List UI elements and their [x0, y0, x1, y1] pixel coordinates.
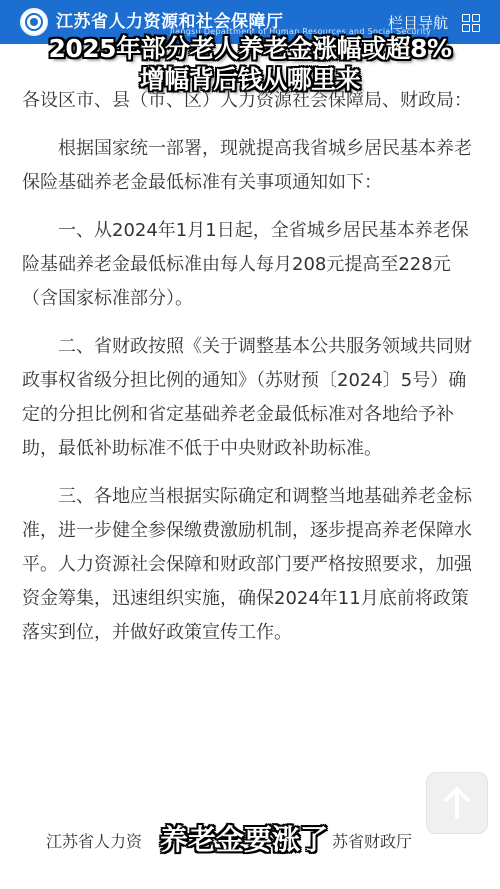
item-1-paragraph: 一、从2024年1月1日起，全省城乡居民基本养老保险基础养老金最低标准由每人每月208元提高至228元（含国家标准部分）。: [22, 220, 469, 309]
site-title[interactable]: 江苏省人力资源和社会保障厅: [56, 12, 284, 32]
emblem-logo-icon[interactable]: [20, 8, 48, 36]
intro-paragraph: 根据国家统一部署，现就提高我省城乡居民基本养老保险基础养老金最低标准有关事项通知如下：: [22, 138, 472, 193]
item-2-paragraph: 二、省财政按照《关于调整基本公共服务领域共同财政事权省级分担比例的通知》（苏财预〔2024〕5号）确定的分担比例和省定基础养老金最低标准对各地给予补助，最低补助标准不低于中央财政补助标准。: [22, 336, 472, 459]
video-title-line2: 增幅背后钱从哪里来: [139, 65, 361, 94]
issuer-finance: 苏省财政厅: [332, 832, 413, 851]
video-title-line1: 2025年部分老人养老金涨幅或超8%: [48, 34, 452, 63]
salutation: 各设区市、县（市、区）人力资源社会保障局、财政局：: [22, 90, 472, 111]
issuer-hrss: 江苏省人力资: [46, 832, 143, 851]
notice-body: [22, 84, 482, 650]
site-subtitle: Jiangsu Department of Human Resources and Social Security: [170, 27, 432, 36]
nav-menu-button[interactable]: 栏目导航: [388, 14, 449, 32]
arrow-up-icon: [442, 786, 472, 820]
item-3-paragraph: 三、各地应当根据实际确定和调整当地基础养老金标准，进一步健全参保缴费激励机制，逐步提高养老保障水平。人力资源社会保障和财政部门要严格按照要求，加强资金筹集，迅速组织实施，确保2024年11月底前将政策落实到位，并做好政策宣传工作。: [22, 486, 472, 643]
grid-menu-icon[interactable]: [462, 14, 480, 32]
video-caption: [0, 818, 500, 858]
caption-text: 养老金要涨了: [159, 823, 328, 856]
